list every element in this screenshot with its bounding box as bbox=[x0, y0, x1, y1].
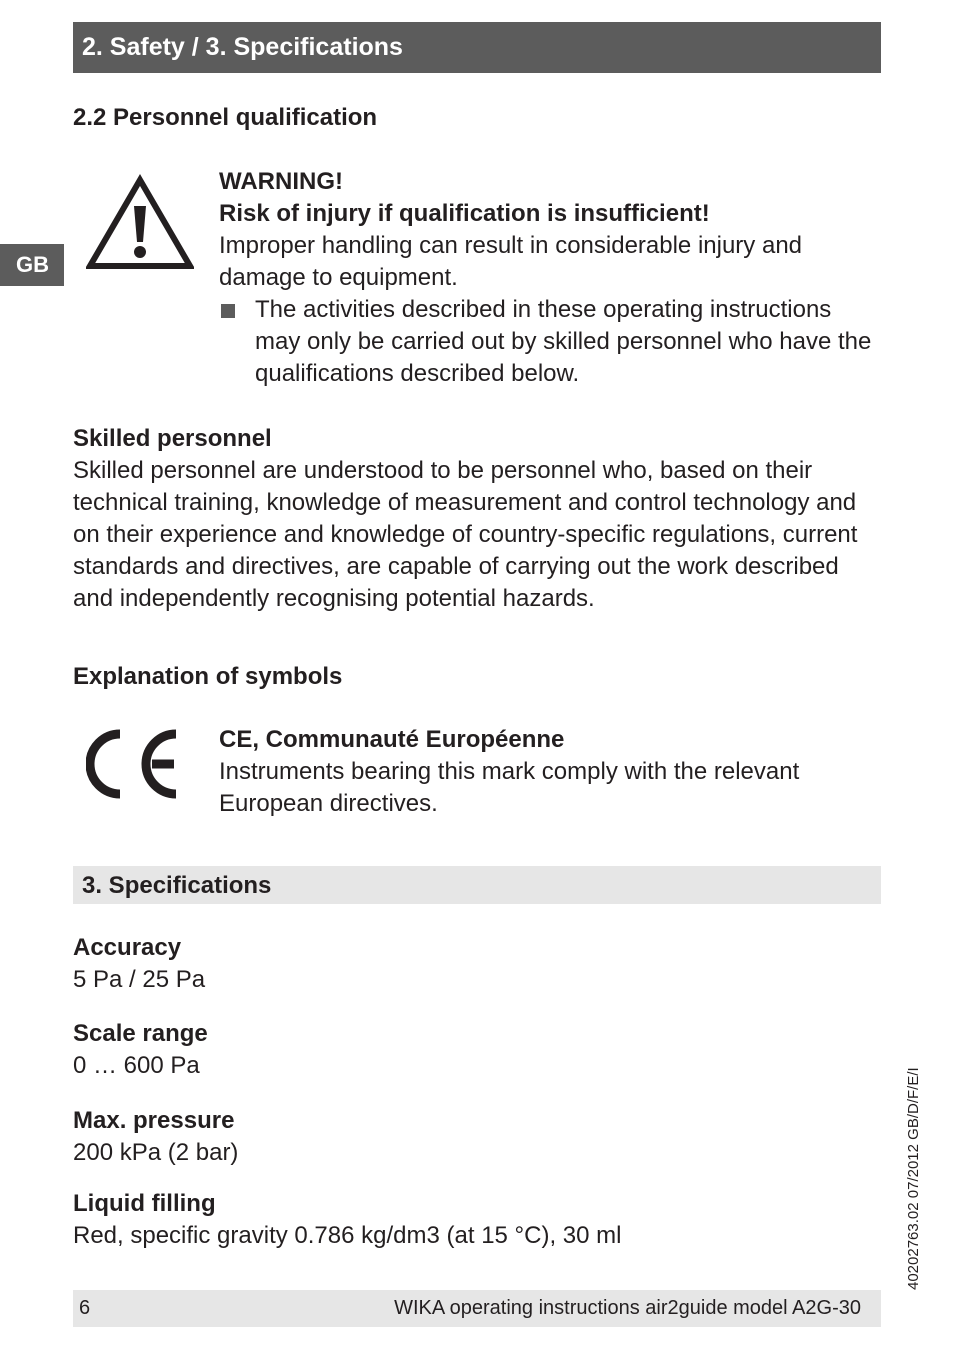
spec-label: Liquid filling bbox=[73, 1190, 216, 1217]
warning-block bbox=[219, 166, 879, 390]
spec-value: 200 kPa (2 bar) bbox=[73, 1139, 239, 1166]
symbols-heading: Explanation of symbols bbox=[73, 663, 343, 690]
spec-label: Max. pressure bbox=[73, 1107, 235, 1134]
ce-text: Instruments bearing this mark comply with the relevant European directives. bbox=[219, 758, 800, 817]
warning-subtitle: Risk of injury if qualification is insufficient! bbox=[219, 200, 710, 227]
spec-item-max-pressure bbox=[73, 1105, 238, 1169]
spec-value: 0 … 600 Pa bbox=[73, 1052, 200, 1079]
spec-item-scale-range bbox=[73, 1018, 208, 1082]
document-code-text: 40202763.02 07/2012 GB/D/F/E/I bbox=[905, 1067, 922, 1290]
specifications-header bbox=[73, 866, 881, 904]
warning-bullet bbox=[219, 294, 879, 390]
ce-title: CE, Communauté Européenne bbox=[219, 726, 565, 753]
warning-triangle-icon bbox=[86, 174, 194, 272]
personnel-qualification-heading: 2.2 Personnel qualification bbox=[73, 104, 378, 131]
ce-mark-icon bbox=[86, 728, 182, 800]
footer-title: WIKA operating instructions air2guide model A2G-30 bbox=[394, 1297, 861, 1319]
skilled-personnel-heading: Skilled personnel bbox=[73, 425, 272, 452]
warning-title: WARNING! bbox=[219, 168, 343, 195]
spec-item-liquid-filling bbox=[73, 1188, 873, 1252]
ce-description bbox=[219, 724, 879, 820]
language-tab-label: GB bbox=[16, 252, 49, 277]
warning-text: Improper handling can result in considerable injury and damage to equipment. bbox=[219, 232, 803, 291]
page-number: 6 bbox=[79, 1297, 91, 1319]
skilled-personnel-text: Skilled personnel are understood to be personnel who, based on their technical training, knowledge of measurement and control technology and on their experience and knowledge of country-specific regulations, current standards and directives, are capable of carrying out the work described and independently recognising potential hazards. bbox=[73, 457, 858, 612]
section-header-title: 2. Safety / 3. Specifications bbox=[82, 33, 403, 61]
spec-label: Scale range bbox=[73, 1020, 208, 1047]
warning-bullet-text: The activities described in these operating instructions may only be carried out by skilled personnel who have the qualifications described below. bbox=[255, 296, 872, 387]
section-header bbox=[73, 22, 881, 73]
language-tab bbox=[0, 244, 64, 286]
specifications-title: 3. Specifications bbox=[82, 872, 272, 899]
page-footer bbox=[73, 1290, 881, 1327]
bullet-square-icon bbox=[221, 304, 235, 318]
spec-label: Accuracy bbox=[73, 934, 182, 961]
spec-item-accuracy bbox=[73, 932, 205, 996]
spec-value: Red, specific gravity 0.786 kg/dm3 (at 15 °C), 30 ml bbox=[73, 1222, 622, 1249]
spec-value: 5 Pa / 25 Pa bbox=[73, 966, 206, 993]
